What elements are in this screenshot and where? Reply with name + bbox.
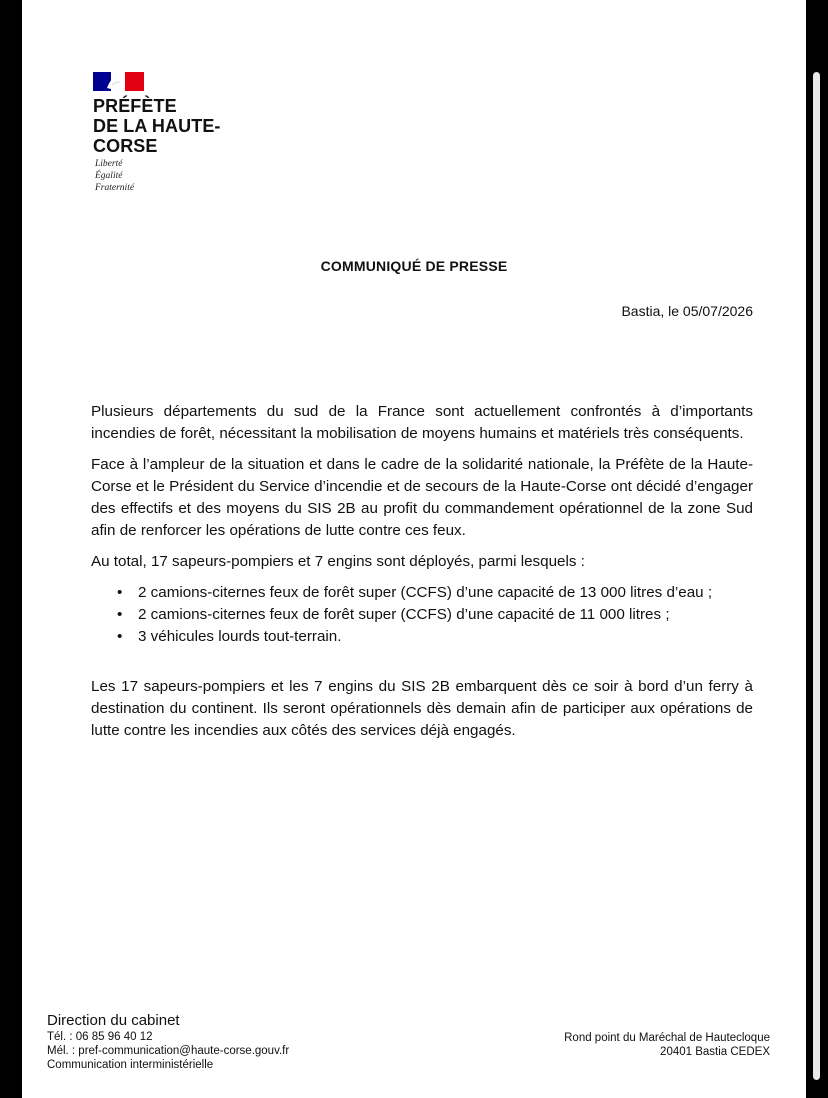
address-line-2: 20401 Bastia CEDEX [660, 1046, 770, 1058]
document-page [22, 0, 806, 1098]
footer-phone: Tél. : 06 85 96 40 12 [47, 1031, 153, 1043]
closing-paragraph: Les 17 sapeurs-pompiers et les 7 engins du SIS 2B embarquent dès ce soir à bord d’un ferry à destination du continent. Ils seront opérationnels dès demain afin de participer aux opérations de lutte contre les incendies aux côtés des services déjà engagés. [91, 678, 753, 739]
marianne-profile-icon [103, 73, 133, 90]
date-line: Bastia, le 05/07/2026 [621, 303, 753, 319]
list-item-text: 3 véhicules lourds tout-terrain. [138, 628, 342, 645]
footer-contact [47, 1011, 289, 1072]
motto-egalite: Égalité [95, 171, 123, 181]
list-item [117, 626, 753, 648]
french-flag [93, 72, 144, 91]
paragraph-2: Face à l’ampleur de la situation et dans le cadre de la solidarité nationale, la Préfète de la Haute-Corse et le Président du Service d’incendie et de secours de la Haute-Corse ont décidé d’engager des effectifs et des moyens du SIS 2B au profit du commandement opérationnel de la zone Sud afin de renforcer les opérations de lutte contre ces feux. [91, 456, 753, 539]
list-item-text: 2 camions-citernes feux de forêt super (CCFS) d’une capacité de 13 000 litres d’eau ; [138, 584, 713, 601]
motto-liberte: Liberté [95, 159, 123, 169]
list-item [117, 582, 753, 604]
prefecture-name-line-3: CORSE [93, 136, 158, 156]
prefecture-name [93, 96, 293, 156]
vertical-scrollbar[interactable] [813, 72, 820, 1080]
bullet-icon: • [117, 584, 123, 601]
motto-fraternite: Fraternité [95, 183, 135, 193]
footer-service: Communication interministérielle [47, 1059, 214, 1071]
prefecture-name-line-2: DE LA HAUTE- [93, 116, 221, 136]
list-item-text: 2 camions-citernes feux de forêt super (CCFS) d’une capacité de 11 000 litres ; [138, 606, 670, 623]
paragraph-3: Au total, 17 sapeurs-pompiers et 7 engins sont déployés, parmi lesquels : [91, 553, 585, 570]
press-release-title: COMMUNIQUÉ DE PRESSE [320, 258, 508, 274]
vehicle-list [117, 582, 753, 648]
footer-address [564, 1031, 770, 1059]
prefecture-name-line-1: PRÉFÈTE [93, 96, 177, 116]
bullet-icon: • [117, 628, 123, 645]
footer-department: Direction du cabinet [47, 1012, 180, 1029]
bullet-icon: • [117, 606, 123, 623]
press-release-body [91, 401, 753, 751]
address-line-1: Rond point du Maréchal de Hautecloque [564, 1032, 770, 1044]
republic-motto [95, 158, 134, 194]
footer-email: Mél. : pref-communication@haute-corse.gouv.fr [47, 1045, 290, 1057]
paragraph-1: Plusieurs départements du sud de la France sont actuellement confrontés à d’importants incendies de forêt, nécessitant la mobilisation de moyens humains et matériels très conséquents. [91, 403, 753, 442]
list-item [117, 604, 753, 626]
